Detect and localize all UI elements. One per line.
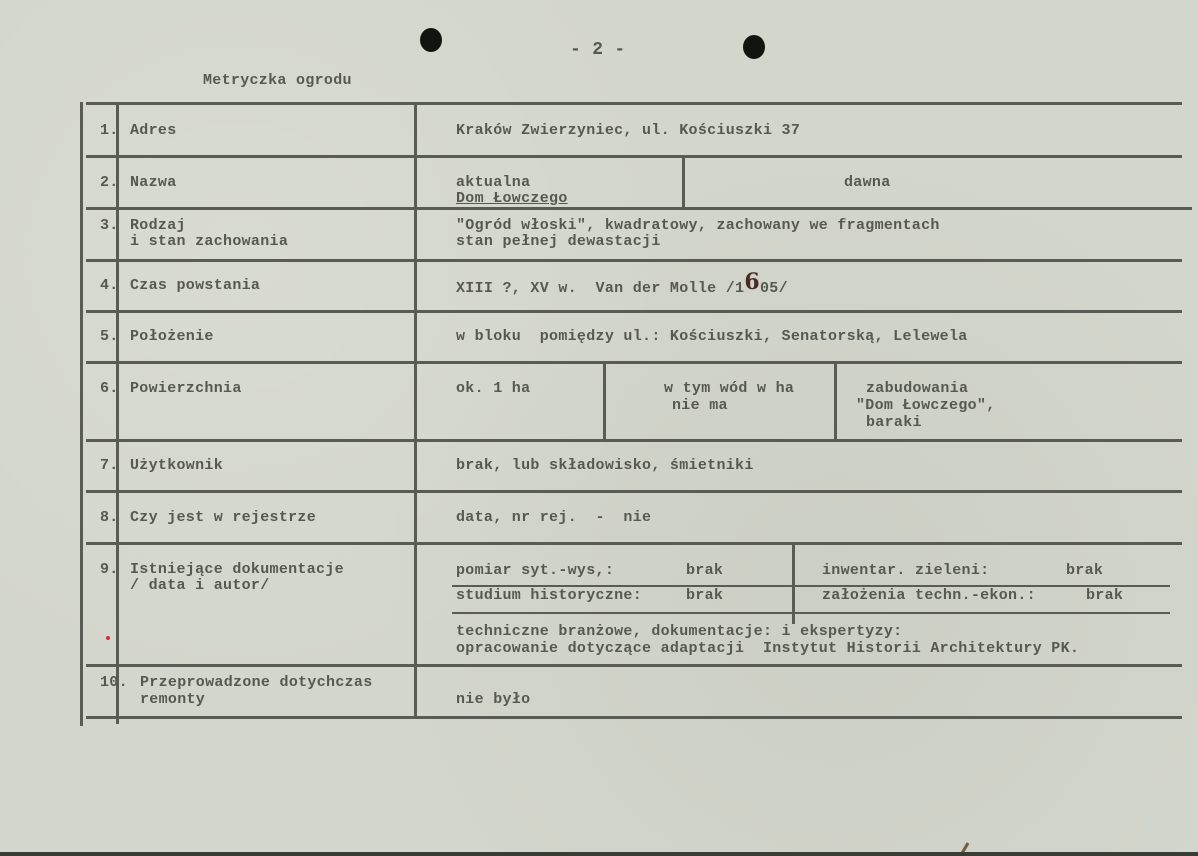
row-value: "Ogród włoski", kwadratowy, zachowany we fragmentach	[456, 217, 940, 234]
technical-docs: opracowanie dotyczące adaptacji Instytut Historii Architektury PK.	[456, 640, 1080, 657]
row-number: 6.	[100, 380, 119, 397]
row-label: Położenie	[130, 328, 214, 345]
row-number: 2.	[100, 174, 119, 191]
row-number: 8.	[100, 509, 119, 526]
handwritten-correction: 6	[744, 269, 760, 295]
row-number: 7.	[100, 457, 119, 474]
survey-value: brak	[686, 562, 724, 579]
table-rule	[86, 259, 1182, 262]
water-area-value: nie ma	[672, 397, 728, 414]
row-value: brak, lub składowisko, śmietniki	[456, 457, 754, 474]
date-typed-prefix: XIII ?, XV w. Van der Molle /1	[456, 280, 745, 297]
buildings-value: "Dom Łowczego",	[856, 397, 996, 414]
row-label: remonty	[140, 691, 206, 708]
former-name-label: dawna	[844, 174, 891, 191]
row-value: data, nr rej. - nie	[456, 509, 652, 526]
page-title: Metryczka ogrodu	[203, 72, 352, 89]
area-subdivider-1	[603, 363, 606, 441]
current-name-value: Dom Łowczego	[456, 190, 568, 207]
water-area-label: w tym wód w ha	[664, 380, 795, 397]
current-name-label: aktualna	[456, 174, 531, 191]
area-value: ok. 1 ha	[456, 380, 531, 397]
punch-hole-right	[743, 35, 765, 59]
inventory-value: brak	[1066, 562, 1104, 579]
history-label: studium historyczne:	[456, 587, 643, 604]
table-rule-sub	[452, 612, 1170, 614]
row-label: Nazwa	[130, 174, 177, 191]
name-subdivider	[682, 157, 685, 207]
row-label: Użytkownik	[130, 457, 224, 474]
row-label: / data i autor/	[130, 577, 270, 594]
technical-docs: techniczne branżowe, dokumentacje: i ekspertyzy:	[456, 623, 903, 640]
table-rule-bottom	[86, 716, 1182, 719]
red-ink-mark	[106, 636, 110, 640]
row-number: 9.	[100, 561, 119, 578]
row-label: Adres	[130, 122, 177, 139]
label-column-divider	[414, 102, 417, 716]
row-number: 4.	[100, 277, 119, 294]
row-value: nie było	[456, 691, 531, 708]
buildings-value: baraki	[866, 414, 922, 431]
row-label: Powierzchnia	[130, 380, 242, 397]
row-label: Istniejące dokumentacje	[130, 561, 344, 578]
punch-hole-left	[420, 28, 442, 52]
row-value: w bloku pomiędzy ul.: Kościuszki, Senatorską, Lelewela	[456, 328, 968, 345]
econ-value: brak	[1086, 587, 1124, 604]
table-rule	[86, 310, 1182, 313]
inventory-label: inwentar. zieleni:	[822, 562, 990, 579]
docs-subdivider	[792, 544, 795, 624]
table-rule	[86, 361, 1182, 364]
page-number: - 2 -	[570, 40, 626, 60]
number-column-divider	[116, 102, 119, 724]
row-number: 5.	[100, 328, 119, 345]
row-number: 1.	[100, 122, 119, 139]
table-rule-top	[86, 102, 1182, 105]
row-label: Czy jest w rejestrze	[130, 509, 317, 526]
date-typed-suffix: 05/	[759, 280, 788, 297]
econ-label: założenia techn.-ekon.:	[822, 587, 1036, 604]
survey-label: pomiar syt.-wys,:	[456, 562, 615, 579]
table-rule	[86, 207, 1192, 210]
table-rule	[86, 155, 1182, 158]
row-number: 10.	[100, 674, 128, 691]
table-rule	[86, 542, 1182, 545]
row-label: i stan zachowania	[130, 233, 289, 250]
row-label: Przeprowadzone dotychczas	[140, 674, 373, 691]
table-rule	[86, 490, 1182, 493]
scan-edge	[0, 852, 1198, 856]
row-value: stan pełnej dewastacji	[456, 233, 661, 250]
row-label: Rodzaj	[130, 217, 186, 234]
row-value: Kraków Zwierzyniec, ul. Kościuszki 37	[456, 122, 801, 139]
table-border-left	[80, 102, 83, 726]
row-number: 3.	[100, 217, 119, 234]
area-subdivider-2	[834, 363, 837, 441]
row-value	[456, 269, 788, 297]
buildings-label: zabudowania	[866, 380, 969, 397]
table-rule	[86, 439, 1182, 442]
history-value: brak	[686, 587, 724, 604]
table-rule	[86, 664, 1182, 667]
row-label: Czas powstania	[130, 277, 261, 294]
